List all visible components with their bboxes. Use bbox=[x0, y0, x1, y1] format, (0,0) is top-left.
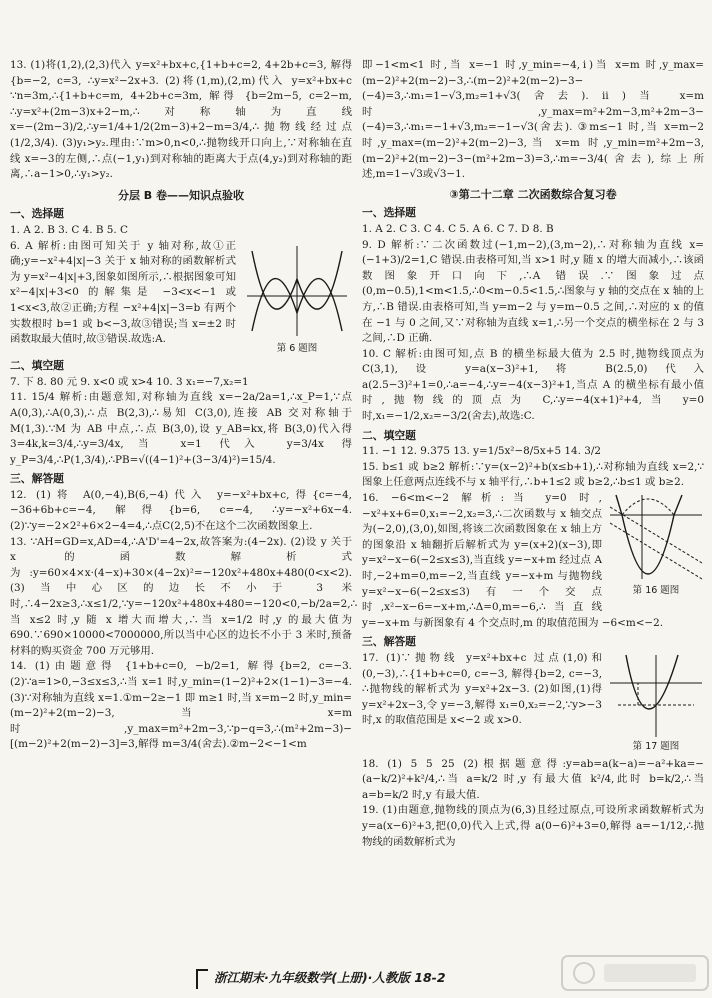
figure-q17 bbox=[608, 653, 704, 755]
section-title-b: 分层 B 卷——知识点验收 bbox=[117, 188, 245, 202]
answers-choice: 1. A 2. B 3. C 4. B 5. C bbox=[10, 223, 128, 236]
answer-q13-part-a: 13. (1)将(1,2),(2,3)代入 y=x²+bx+c,{1+b+c=2, 4+2b+c=3, 解得 {b=−2, c=3, ∴y=x²−2x+3. (2)将(1,m),(2,m)代入 y=x²+bx+c ∵n=3m,∴{1+b+c=m, 4+2b+c=3m, 解得 {b=2m−5, c=2−m, ∴y=x²+(2m−3)x+2−m,∴对称轴为直线 x=−(2m−3)/2,∴y=1/4+1/2(2m−3)+2−m=3/4,∴抛物线经过点(1/2,3/4). (3)y₁>y₂.理由:∵m>0,n<0,∴抛物线开口向上,∵对称轴在直线 x=−3的左侧,∴点(−1,y₁)到对称轴的距离大于点(4,y₂)到对称轴的距离,∴a−1>0,∴y₁>y₂. bbox=[10, 59, 356, 181]
footer-bracket-icon bbox=[196, 969, 208, 989]
answers-fill-2: 11. −1 12. 9.375 13. y=1/5x²−8/5x+5 14. 3/2 bbox=[362, 445, 601, 458]
section-heading-solve-2: 三、解答题 bbox=[362, 635, 416, 649]
footer-text: 浙江期末·九年级数学(上册)·人教版 18-2 bbox=[214, 970, 446, 985]
answers-choice-2: 1. A 2. C 3. C 4. C 5. A 6. C 7. D 8. B bbox=[362, 222, 554, 235]
figure-q6 bbox=[242, 241, 352, 357]
graph-q6 bbox=[242, 241, 352, 341]
section-heading-choice: 一、选择题 bbox=[10, 207, 64, 221]
graph-q17 bbox=[608, 653, 704, 739]
caption-q6: 第 6 题图 bbox=[276, 342, 318, 354]
answer-q14: 14. (1)由题意得 {1+b+c=0, −b/2=1, 解得{b=2, c=−3. (2)∵a=1>0,−3≤x≤3,∴当 x=1 时,y_min=(1−2)²+2×(1−1)−3=−4. (3)∵对称轴为直线 x=1.①m−2≥−1 即 m≥1 时,当 x=m−2 时,y_min=(m−2)²+2(m−2)−3,当 x=m 时,y_max=m²+2m−3,∵p−q=3,∴(m²+2m−3)−[(m−2)²+2(m−2)−3]=3,解得 m=3/4(舍去).②m−2<−1<m bbox=[10, 660, 356, 751]
answer-q10: 10. C 解析:由图可知,点 B 的横坐标最大值为 2.5 时,抛物线顶点为 C(3,1),设 y=a(x−3)²+1,将 B(2.5,0)代入 a(2.5−3)²+1=0,∴a=−4,∴y=−4(x−3)²+1,当点 A 的横坐标有最小值时,抛物线的顶点为 C,∴y=−4(x+1)²+4,当 y=0 时,x₁=−1/2,x₂=−3/2(舍去),故选:C. bbox=[362, 347, 708, 423]
answer-q15: 15. b≤1 或 b≥2 解析:∵y=(x−2)²+b(x≤b+1),∴对称轴为直线 x=2,∵图象上任意两点连线不与 x 轴平行,∴b+1≤2 或 b≥2,∴b≤1 或 b≥2. bbox=[362, 460, 704, 489]
section-heading-fill-2: 二、填空题 bbox=[362, 428, 416, 442]
section-heading-solve: 三、解答题 bbox=[10, 472, 64, 486]
chapter-title: ③第二十二章 二次函数综合复习卷 bbox=[449, 187, 617, 201]
section-heading-fill: 二、填空题 bbox=[10, 359, 64, 373]
left-column bbox=[10, 58, 358, 753]
answer-q18: 18. (1) 5 5 25 (2)根据题意得:y=ab=a(k−a)=−a²+ka=−(a−k/2)²+k²/4,∴当 a=k/2 时,y 有最大值 k²/4,此时 b=k/2,∴当 a=b=k/2 时,y 有最大值. bbox=[362, 757, 708, 801]
answer-q11: 11. 15/4 解析:由题意知,对称轴为直线 x=−2a/2a=1,∴x_P=1,∵点 A(0,3),∴A(0,3),∴点 B(2,3),∴易知 C(3,0),连接 AB 交对称轴于 M(1,3).∵M 为 AB 中点,∴点 B(3,0),设 y_AB=kx,将 B(3,0)代入得 3=4k,k=3/4,∴y=3/4x,当 x=1 代入 y=3/4x 得 y_P=3/4,∴P(1,3/4),∴PB=√((4−1)²+(3−3/4)²)=15/4. bbox=[10, 391, 356, 466]
page-footer bbox=[196, 966, 526, 990]
answer-q12: 12. (1)将 A(0,−4),B(6,−4)代入 y=−x²+bx+c,得{c=−4, −36+6b+c=−4, 解得{b=6, c=−4, ∴y=−x²+6x−4. (2)∵y=−2×2²+6×2−4=4,∴点C(2,5)不在这个二次函数图象上. bbox=[10, 488, 356, 533]
answer-q14-continued: 即−1<m<1 时,当 x=−1 时,y_min=−4,ⅰ)当 x=m 时,y_max=(m−2)²+2(m−2)−3,∴(m−2)²+2(m−2)−3−(−4)=3,∴m₁=1−√3,m₂=1+√3(舍去).ⅱ)当 x=m 时,y_max=m²+2m−3,m²+2m−3−(−4)=3,∴m₁=−1+√3,m₂=−1−√3(舍去). ③m≤−1 时,当 x=m−2 时,y_max=(m−2)²+2(m−2)−3,当 x=m 时,y_min=m²+2m−3,(m−2)²+2(m−2)−3−(m²+2m−3)=3,∴m=−3/4(舍去),综上所述,m=1−√3或√3−1. bbox=[362, 59, 708, 181]
answer-q9: 9. D 解析:∵二次函数过(−1,m−2),(3,m−2),∴对称轴为直线 x=(−1+3)/2=1,C 错误.由表格可知,当 x>1 时,y 随 x 的增大而减小,∴该函数图象开口向下,∴A 错误.∵图象过点(0,m−0.5),1<m<1.5,∴0<m−0.5<1.5,∴图象与 y 轴的交点在 x 轴的上方,∴B 错误.由表格可知,当 y=m−2 与 y=m−0.5 之间,∴对应的 x 的值在 −1 与 0 之间,又∵对称轴为直线 x=1,∴另一个交点的横坐标在 2 与 3 之间,∴D 正确. bbox=[362, 238, 708, 345]
graph-q16 bbox=[608, 493, 704, 583]
answer-q13-part-b: 13. ∵AH=GD=x,AD=4,∴A'D'=4−2x,故答案为:(4−2x). (2)设 y 关于 x 的函数解析式为:y=60×4×x·(4−x)+30×(4−2x)²=−120x²+480x+480(0<x<2). (3)当中心区的边长不小于 3 米时,∴4−2x≥3,∴x≤1/2,∵y=−120x²+480x+480=−120<0,−b/2a=2,∴当 x≤2 时,y 随 x 增大而增大,∴当 x=1/2 时,y 的最大值为 690.∵690×10000<7000000,所以当中心区的边长不小于 3 米时,预备材料的购买资金 700 万元够用. bbox=[10, 535, 358, 657]
section-heading-choice-2: 一、选择题 bbox=[362, 206, 416, 220]
answer-q19: 19. (1)由题意,抛物线的顶点为(6,3)且经过原点,可设所求函数解析式为 y=a(x−6)²+3,把(0,0)代入上式,得 a(0−6)²+3=0,解得 a=−1/12,∴抛物线的函数解析式为 bbox=[362, 804, 708, 848]
answers-fill: 7. 下 8. 80 元 9. x<0 或 x>4 10. 3 x₁=−7,x₂=1 bbox=[10, 375, 249, 388]
caption-q16: 第 16 题图 bbox=[632, 585, 680, 597]
watermark-logo-icon bbox=[560, 950, 710, 996]
right-column bbox=[362, 58, 708, 850]
answer-q17: 17. (1)∵抛物线 y=x²+bx+c 过点(1,0)和(0,−3),∴{1+b+c=0, c=−3, 解得{b=2, c=−3, ∴抛物线的解析式为 y=x²+2x−3. (2)如图,(1)得 y=x²+2x−3,令 y=−3,解得 x₁=0,x₂=−2,∵y>−3 时,x 的取值范围是 x<−2 或 x>0. bbox=[362, 651, 606, 727]
figure-q16 bbox=[608, 493, 704, 599]
caption-q17: 第 17 题图 bbox=[632, 740, 680, 752]
answer-q6: 6. A 解析:由图可知关于 y 轴对称,故①正确;y=−x²+4|x|−3 关于 x 轴对称的函数解析式为 y=x²−4|x|+3,图象如图所示,∴根据图象可知 x²−4|x|+3<0 的解集是 −3<x<−1 或 1<x<3,故②正确;方程 −x²+4|x|−3=b 有两个实数根时 b=1 或 b<−3,故③错误;当 x=±2 时函数取最大值时,故③错误.故选:A. bbox=[10, 239, 240, 346]
answer-q16: 16. −6<m<−2 解析:当 y=0 时,−x²+x+6=0,x₁=−2,x₂=3,∴二次函数与 x 轴交点为(−2,0),(3,0),如图,将该二次函数图象在 x 轴上方的图象沿 x 轴翻折后解析式为 y=(x+2)(x−3),即 y=x²−x−6(−2≤x≤3),当直线 y=−x+m 经过点 A 时,−2+m=0,m=−2,当直线 y=−x+m 与抛物线 y=x²−x−6(−2≤x≤3)有一个交点时,x²−x−6=−x+m,∴Δ=0,m=−6,∴当直线 y=−x+m 与新图象有 4 个交点时,m 的取值范围为 −6<m<−2. bbox=[362, 492, 664, 629]
